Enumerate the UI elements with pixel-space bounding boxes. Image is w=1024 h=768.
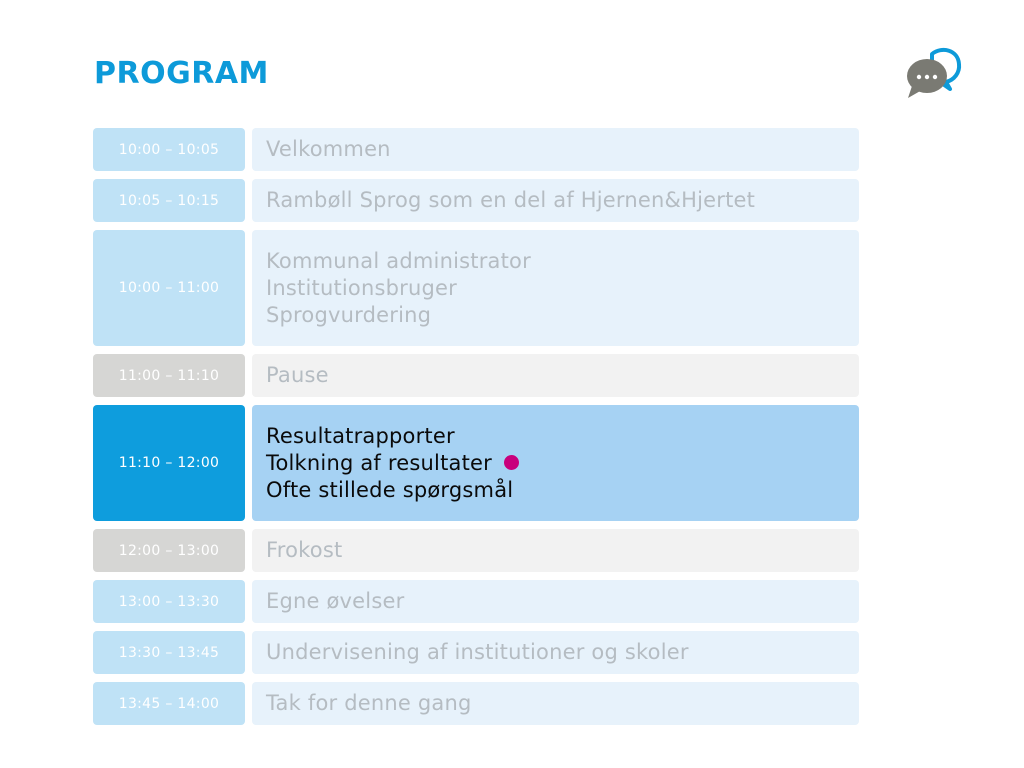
agenda-row <box>93 354 859 397</box>
agenda-list <box>93 128 859 733</box>
agenda-item-label: Egne øvelser <box>266 589 405 613</box>
agenda-item <box>252 179 859 222</box>
agenda-item-label: Kommunal administrator <box>266 248 531 273</box>
agenda-item <box>252 354 859 397</box>
agenda-row <box>93 529 859 572</box>
agenda-row <box>93 580 859 623</box>
agenda-item-label: Sprogvurdering <box>266 302 432 327</box>
agenda-row <box>93 631 859 674</box>
agenda-row-active <box>93 405 859 521</box>
agenda-row <box>93 230 859 346</box>
agenda-item-label: Rambøll Sprog som en del af Hjernen&Hjertet <box>266 188 756 212</box>
agenda-item <box>252 631 859 674</box>
agenda-row <box>93 128 859 171</box>
chat-bubbles-icon <box>902 46 964 102</box>
agenda-item <box>252 128 859 171</box>
agenda-item-label: Pause <box>266 363 329 387</box>
time-slot: 13:30 – 13:45 <box>93 631 245 674</box>
agenda-row <box>93 179 859 222</box>
time-slot: 10:05 – 10:15 <box>93 179 245 222</box>
agenda-item <box>252 405 859 521</box>
time-slot: 12:00 – 13:00 <box>93 529 245 572</box>
time-slot: 10:00 – 10:05 <box>93 128 245 171</box>
agenda-item <box>252 580 859 623</box>
agenda-item-label: Velkommen <box>266 137 391 161</box>
agenda-item-label: Ofte stillede spørgsmål <box>266 477 514 502</box>
time-slot: 11:00 – 11:10 <box>93 354 245 397</box>
time-slot: 11:10 – 12:00 <box>93 405 245 521</box>
agenda-item-line <box>266 450 859 477</box>
agenda-item-label: Tak for denne gang <box>266 691 472 715</box>
time-slot: 13:00 – 13:30 <box>93 580 245 623</box>
agenda-item <box>252 682 859 725</box>
magenta-dot-icon <box>504 455 519 470</box>
page-title: PROGRAM <box>94 56 269 91</box>
time-slot: 10:00 – 11:00 <box>93 230 245 346</box>
agenda-item-label: Frokost <box>266 538 343 562</box>
agenda-row <box>93 682 859 725</box>
agenda-item-label: Undervisening af institutioner og skoler <box>266 640 689 664</box>
agenda-item-label: Tolkning af resultater <box>266 450 492 475</box>
agenda-item-label: Resultatrapporter <box>266 423 455 448</box>
time-slot: 13:45 – 14:00 <box>93 682 245 725</box>
agenda-item <box>252 230 859 346</box>
agenda-item <box>252 529 859 572</box>
agenda-item-label: Institutionsbruger <box>266 275 457 300</box>
